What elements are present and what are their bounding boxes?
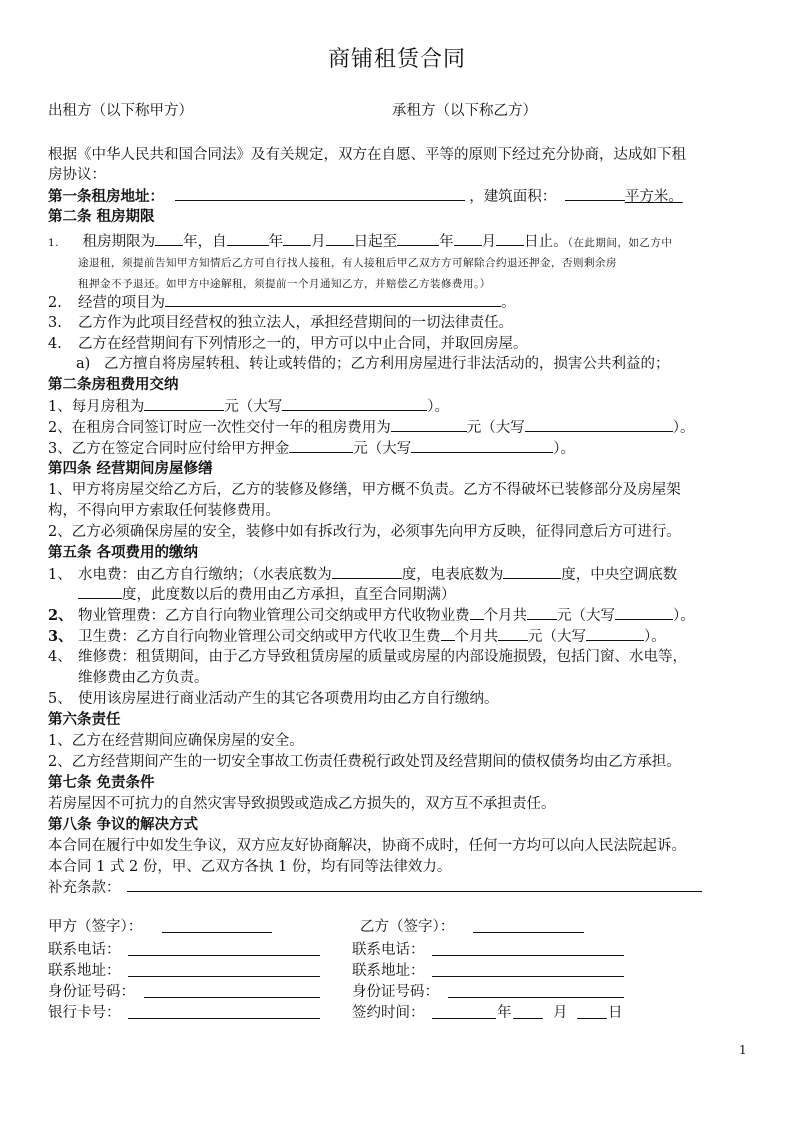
- page-number: 1: [739, 1043, 747, 1057]
- text: 乙方擅自将房屋转租、转让或转借的；乙方利用房屋进行非法活动的，损害公共利益的；: [104, 356, 670, 372]
- text: 维修费：租赁期间，由于乙方导致租赁房屋的质量或房屋的内部设施损毁，包括门窗、水电等，: [78, 649, 687, 665]
- article-2-note-line-3: 租押金不予退还。如甲方中途解租，须提前一个月通知乙方，并赔偿乙方装修费用。）: [78, 278, 491, 290]
- supplement-field[interactable]: [127, 877, 702, 892]
- text: 物业管理费：乙方自行向物业管理公司交纳或甲方代收物业费: [78, 608, 470, 624]
- article-5-item-1: [48, 564, 677, 585]
- property-fee-months-field[interactable]: [470, 605, 484, 620]
- business-item-field[interactable]: [165, 292, 501, 307]
- preamble-line-2: 房协议：: [48, 167, 106, 183]
- party-b-phone-field[interactable]: [432, 954, 624, 956]
- party-a-sign-field[interactable]: [162, 931, 272, 933]
- item-number: 2、: [48, 607, 73, 624]
- sanitation-fee-months-field[interactable]: [441, 626, 455, 641]
- party-b-id-field[interactable]: [448, 996, 624, 998]
- article-1-label: 第一条租房地址：: [48, 188, 164, 205]
- term-years-field[interactable]: [155, 231, 183, 246]
- month-label: 月: [553, 1005, 568, 1021]
- text: 元（大写: [557, 608, 615, 624]
- party-b-phone-label: 联系电话：: [352, 942, 425, 958]
- day-label: 日: [608, 1005, 623, 1021]
- start-day-field[interactable]: [326, 231, 354, 246]
- text: ）。: [644, 629, 666, 645]
- item-number: 4、: [48, 649, 72, 665]
- article-2-item-3: [48, 313, 513, 333]
- item-number: a): [76, 356, 91, 372]
- item-number: 2.: [48, 295, 62, 311]
- article-7-heading: 第七条 免责条件: [48, 774, 155, 791]
- party-a-phone-field[interactable]: [128, 954, 320, 956]
- article-1: [48, 186, 683, 207]
- ac-meter-field[interactable]: [78, 584, 122, 599]
- text: 租房期限为: [82, 234, 156, 250]
- article-8-heading: 第八条 争议的解决方式: [48, 816, 199, 833]
- year-label: 年: [497, 1005, 512, 1021]
- property-fee-words-field[interactable]: [615, 605, 673, 620]
- text: 。: [501, 295, 516, 311]
- article-3-item-1: [48, 396, 449, 417]
- text: 使用该房屋进行商业活动产生的其它各项费用均由乙方自行缴纳。: [78, 691, 499, 707]
- article-4-item-1-line-2: 构，不得向甲方索取任何装修费用。: [48, 503, 280, 519]
- electric-meter-field[interactable]: [503, 564, 561, 579]
- party-b-sign-field[interactable]: [473, 931, 584, 933]
- text: 月: [311, 234, 326, 250]
- deposit-field[interactable]: [289, 438, 353, 453]
- sign-year-field[interactable]: [432, 1017, 496, 1019]
- article-2-item-1: [48, 231, 672, 253]
- party-a-id-label: 身份证号码：: [48, 984, 135, 1000]
- article-2-heading: 第二条 租房期限: [48, 208, 155, 225]
- supplement-label: 补充条款：: [48, 880, 121, 896]
- item-number: 3、: [48, 628, 73, 645]
- text: 3、乙方在签定合同时应付给甲方押金: [48, 441, 290, 457]
- text: 元（大写: [466, 420, 525, 436]
- deposit-words-field[interactable]: [411, 438, 553, 453]
- note: （在此期间，如乙方中: [567, 237, 673, 249]
- text: 个月共: [483, 608, 527, 624]
- item-number: 1、: [48, 567, 72, 583]
- article-5-item-5: [48, 689, 499, 709]
- text: 度，中央空调底数: [561, 567, 678, 583]
- document-title: 商铺租赁合同: [327, 47, 466, 72]
- text: 度，此度数以后的费用由乙方承担，直至合同期满）: [122, 587, 456, 603]
- article-6-item-2: 2、乙方经营期间产生的一切安全事故工伤责任费税行政处罚及经营期间的债权债务均由乙方承担。: [48, 754, 681, 770]
- item-number: 4.: [48, 336, 62, 352]
- text: 元（大写: [528, 629, 586, 645]
- text: ）。: [553, 441, 575, 457]
- article-4-heading: 第四条 经营期间房屋修缮: [48, 460, 213, 477]
- party-b-id-label: 身份证号码：: [352, 984, 439, 1000]
- address-field[interactable]: [175, 186, 465, 201]
- article-3-item-2: [48, 417, 694, 438]
- sign-day-field[interactable]: [577, 1017, 607, 1019]
- party-a-phone-label: 联系电话：: [48, 942, 121, 958]
- text: 日起至: [353, 234, 398, 250]
- article-3-heading: 第二条房租费用交纳: [48, 376, 179, 393]
- text: 2、在租房合同签订时应一次性交付一年的租房费用为: [48, 420, 391, 436]
- annual-rent-words-field[interactable]: [525, 417, 673, 432]
- article-5-heading: 第五条 各项费用的缴纳: [48, 544, 199, 561]
- party-b-date-label: 签约时间：: [352, 1005, 425, 1021]
- start-year-field[interactable]: [227, 231, 269, 246]
- item-number: 3.: [48, 315, 62, 331]
- text: 乙方作为此项目经营权的独立法人，承担经营期间的一切法律责任。: [78, 315, 513, 331]
- party-a-sign-label: 甲方（签字）：: [48, 919, 143, 935]
- text: 卫生费：乙方自行向物业管理公司交纳或甲方代收卫生费: [78, 629, 441, 645]
- text: 个月共: [454, 629, 498, 645]
- area-field[interactable]: [565, 186, 625, 201]
- article-5-item-2: [48, 605, 695, 626]
- water-meter-field[interactable]: [332, 564, 402, 579]
- party-b-header: 承租方（以下称乙方）: [392, 103, 537, 119]
- end-year-field[interactable]: [397, 231, 439, 246]
- article-5-item-3: [48, 626, 666, 647]
- start-month-field[interactable]: [283, 231, 311, 246]
- text: ）。: [673, 608, 695, 624]
- text: 经营的项目为: [78, 295, 165, 311]
- supplement-row: [48, 877, 702, 898]
- article-2-item-2: [48, 292, 516, 313]
- text: ）。: [672, 420, 695, 436]
- party-a-header: 出租方（以下称甲方）: [48, 103, 193, 119]
- article-6-item-1: 1、乙方在经营期间应确保房屋的安全。: [48, 733, 304, 749]
- party-a-address-field[interactable]: [128, 975, 320, 977]
- party-a-address-label: 联系地址：: [48, 963, 121, 979]
- party-b-sign-label: 乙方（签字）：: [360, 919, 455, 935]
- article-4-item-1-line-1: 1、甲方将房屋交给乙方后，乙方的装修及修缮，甲方概不负责。乙方不得破坏已装修部分及房屋架: [48, 482, 681, 498]
- sanitation-fee-words-field[interactable]: [586, 626, 644, 641]
- article-8-text-2: 本合同 1 式 2 份，甲、乙双方各执 1 份，均有同等法律效力。: [48, 859, 452, 875]
- text: 度，电表底数为: [401, 567, 504, 583]
- article-6-heading: 第六条责任: [48, 711, 121, 728]
- text: 元（大写: [353, 441, 412, 457]
- article-2-note-line-2: 途退租，须提前告知甲方知情后乙方可自行找人接租，有人接租后甲乙双方方可解除合约退还押金，否则剩余房: [78, 257, 617, 269]
- article-2-item-4: [48, 334, 528, 354]
- preamble-line-1: 根据《中华人民共和国合同法》及有关规定，双方在自愿、平等的原则下经过充分协商，达成如下租: [48, 147, 686, 163]
- party-a-id-field[interactable]: [144, 996, 320, 998]
- article-5-item-1-cont: [78, 584, 456, 605]
- party-b-address-field[interactable]: [432, 975, 624, 977]
- sign-month-field[interactable]: [513, 1017, 543, 1019]
- party-b-address-label: 联系地址：: [352, 963, 425, 979]
- property-fee-amount-field[interactable]: [527, 605, 557, 620]
- article-3-item-3: [48, 438, 575, 459]
- article-5-item-4-line-2: 维修费由乙方负责。: [78, 670, 209, 686]
- text: ）。: [427, 399, 449, 415]
- annual-rent-field[interactable]: [391, 417, 467, 432]
- text: 月: [481, 234, 497, 250]
- article-4-item-2: 2、乙方必须确保房屋的安全，装修中如有拆改行为，必须事先向甲方反映，征得同意后方可进行。: [48, 524, 681, 540]
- text: 元（大写: [224, 399, 283, 415]
- monthly-rent-words-field[interactable]: [282, 396, 427, 411]
- article-5-item-4: [48, 647, 687, 667]
- area-unit: 平方米。: [624, 189, 683, 205]
- monthly-rent-field[interactable]: [144, 396, 224, 411]
- end-month-field[interactable]: [454, 231, 482, 246]
- text: 乙方在经营期间有下列情形之一的，甲方可以中止合同，并取回房屋。: [78, 336, 528, 352]
- sanitation-fee-amount-field[interactable]: [498, 626, 528, 641]
- text: 日止。: [524, 234, 568, 250]
- text: 1、每月房租为: [48, 399, 145, 415]
- end-day-field[interactable]: [496, 231, 524, 246]
- party-a-bank-field[interactable]: [128, 1017, 320, 1019]
- item-number: 1.: [48, 237, 60, 249]
- article-7-text: 若房屋因不可抗力的自然灾害导致损毁或造成乙方损失的，双方互不承担责任。: [48, 796, 556, 812]
- article-2-item-4a: [76, 354, 670, 374]
- text: 水电费：由乙方自行缴纳；（水表底数为: [78, 567, 332, 583]
- item-number: 5、: [48, 691, 72, 707]
- text: 年: [439, 234, 454, 250]
- article-8-text-1: 本合同在履行中如发生争议，双方应友好协商解决，协商不成时，任何一方均可以向人民法院起诉。: [48, 838, 686, 854]
- text: 年: [268, 234, 284, 250]
- area-label: ，建筑面积：: [469, 189, 557, 205]
- text: 年，自: [183, 234, 227, 250]
- party-a-bank-label: 银行卡号：: [48, 1005, 121, 1021]
